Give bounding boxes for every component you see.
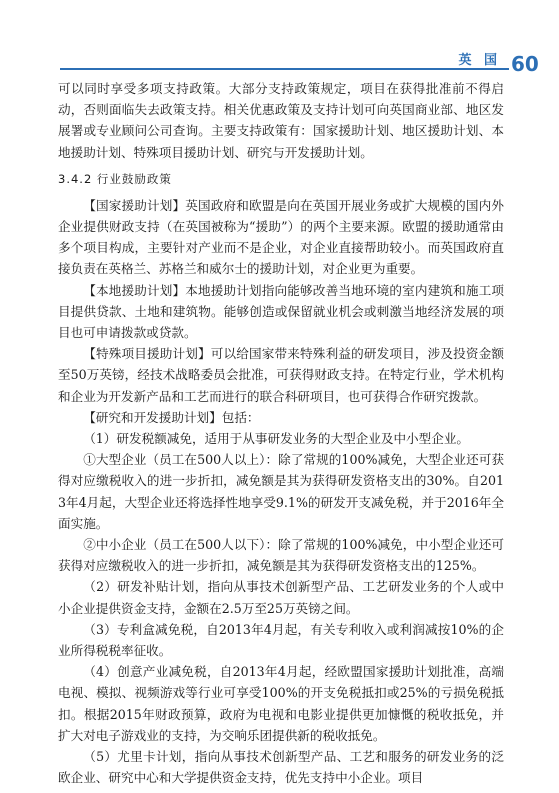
paragraph-eureka: （5）尤里卡计划，指向从事技术创新型产品、工艺和服务的研发业务的泛欧企业、研究中心和大学提供资金支持，优先支持中小企业。项目: [58, 749, 504, 786]
paragraph-intro: 可以同时享受多项支持政策。大部分支持政策规定，项目在获得批准前不得启动，否则面临失去政策支持。相关优惠政策及支持计划可向英国商业部、地区发展署或专业顾问公司查询。主要支持政策有：国家援助计划、地区援助计划、本地援助计划、特殊项目援助计划、研究与开发援助计划。: [58, 81, 504, 160]
paragraph-local-aid: 【本地援助计划】本地援助计划指向能够改善当地环境的室内建筑和施工项目提供贷款、土地和建筑物。能够创造或保留就业机会或刺激当地经济发展的项目也可申请拨款或贷款。: [58, 282, 504, 341]
paragraph-rd-grant: （2）研发补贴计划，指向从事技术创新型产品、工艺研发业务的个人或中小企业提供资金支持，金额在2.5万至25万英镑之间。: [58, 579, 504, 616]
page-body: [58, 78, 504, 789]
paragraph-creative-industry: （4）创意产业减免税，自2013年4月起，经欧盟国家援助计划批准，高端电视、模拟、视频游戏等行业可享受100%的开支免税抵扣或25%的亏损免税抵扣。根据2015年财政预算，政府为电视和电影业提供更加慷慨的税收抵免，并扩大对电子游戏业的支持，为交响乐团提供新的税收抵免。: [58, 664, 504, 743]
section-heading: 3.4.2 行业鼓励政策: [58, 171, 172, 186]
paragraph-patent-box: （3）专利盒减免税，自2013年4月起，有关专利收入或利润减按10%的企业所得税税率征收。: [58, 621, 504, 659]
header-country-label: 英 国: [458, 53, 501, 68]
paragraph-rd-aid: 【研究和开发援助计划】包括：: [83, 409, 260, 425]
page-number: 60: [511, 52, 539, 76]
paragraph-sme: ②中小企业（员工在500人以下）：除了常规的100%减免，中小型企业还可获得对应缴税收入的进一步折扣，减免额是其为获得研发资格支出的125%。: [58, 537, 504, 574]
paragraph-large-enterprise: ①大型企业（员工在500人以上）：除了常规的100%减免，大型企业还可获得对应缴税收入的进一步折扣，减免额是其为获得研发资格支出的30%。自2013年4月起，大型企业还将选择性地享受9.1%的研发开支减免税，并于2016年全面实施。: [58, 452, 504, 531]
header-rule: [60, 68, 509, 70]
paragraph-national-aid: 【国家援助计划】英国政府和欧盟是向在英国开展业务或扩大规模的国内外企业提供财政支持（在英国被称为“援助”）的两个主要来源。欧盟的援助通常由多个项目构成，主要针对产业而不是企业，对企业直接帮助较小。而英国政府直接负责在英格兰、苏格兰和威尔士的援助计划，对企业更为重要。: [58, 197, 504, 277]
paragraph-special-project-aid: 【特殊项目援助计划】可以给国家带来特殊利益的研发项目，涉及投资金额至50万英镑，经技术战略委员会批准，可获得财政支持。在特定行业，学术机构和企业为开发新产品和工艺而进行的联合科研项目，也可获得合作研究拨款。: [58, 346, 504, 404]
paragraph-rd-tax-relief: （1）研发税额减免，适用于从事研发业务的大型企业及中小型企业。: [83, 431, 470, 447]
page-header: [0, 0, 559, 80]
